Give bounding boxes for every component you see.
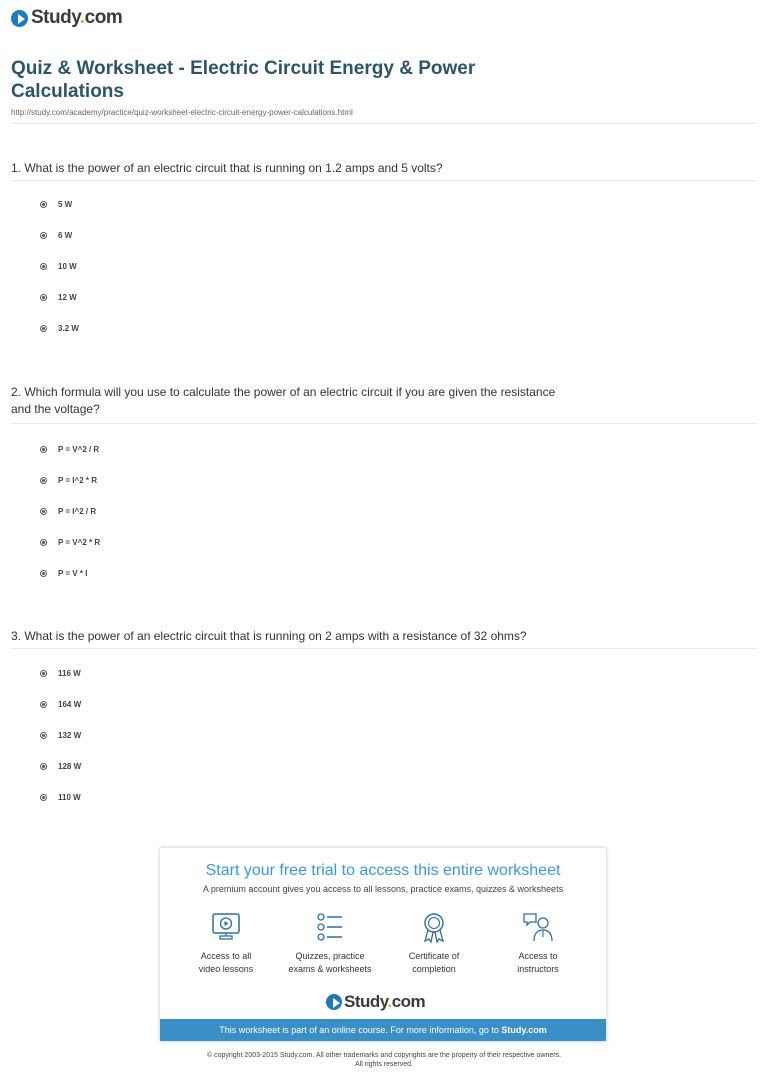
radio-icon[interactable] bbox=[40, 477, 47, 484]
feature-quizzes bbox=[280, 910, 380, 976]
answer-option[interactable]: 10 W bbox=[40, 260, 77, 272]
answer-option[interactable]: P = V^2 / R bbox=[40, 443, 99, 455]
promo-subtitle: A premium account gives you access to all lessons, practice exams, quizzes & worksheets bbox=[202, 884, 564, 894]
answer-option[interactable]: 116 W bbox=[40, 667, 81, 679]
feature-label: Access to instructors bbox=[517, 951, 559, 974]
header-divider bbox=[11, 123, 757, 124]
logo-text: Study.com bbox=[344, 992, 426, 1011]
question-3-text: 3. What is the power of an electric circuit that is running on 2 amps with a resistance of 32 ohms? bbox=[11, 629, 527, 643]
answer-option[interactable]: 3.2 W bbox=[40, 322, 79, 334]
answer-option[interactable]: 12 W bbox=[40, 291, 77, 303]
feature-instructors bbox=[488, 910, 588, 976]
answer-option[interactable]: P = I^2 / R bbox=[40, 505, 96, 517]
promo-title[interactable]: Start your free trial to access this entire worksheet bbox=[205, 862, 561, 879]
radio-icon[interactable] bbox=[40, 294, 47, 301]
answer-option[interactable]: 5 W bbox=[40, 198, 72, 210]
answer-option[interactable]: 110 W bbox=[40, 791, 81, 803]
copyright-notice: © copyright 2003-2015 Study.com. All other trademarks and copyrights are the property of their respective owners. All rights reserved. bbox=[206, 1052, 562, 1068]
feature-video-lessons bbox=[176, 910, 276, 976]
feature-label: Quizzes, practice exams & worksheets bbox=[288, 951, 372, 974]
question-2-text: 2. Which formula will you use to calculate the power of an electric circuit if you are given the resistance and the voltage? bbox=[11, 385, 556, 416]
instructor-icon bbox=[521, 910, 555, 944]
radio-icon[interactable] bbox=[40, 508, 47, 515]
promo-info-bar: This worksheet is part of an online course. For more information, go to Study.com bbox=[160, 1019, 606, 1041]
play-logo-icon bbox=[11, 10, 28, 27]
radio-icon[interactable] bbox=[40, 446, 47, 453]
study-logo-promo[interactable] bbox=[326, 992, 425, 1012]
page-title: Quiz & Worksheet - Electric Circuit Energy & Power Calculations bbox=[11, 58, 476, 102]
question-divider bbox=[11, 648, 757, 649]
feature-label: Access to all video lessons bbox=[198, 951, 254, 974]
radio-icon[interactable] bbox=[40, 732, 47, 739]
radio-icon[interactable] bbox=[40, 325, 47, 332]
radio-icon[interactable] bbox=[40, 263, 47, 270]
logo-text: Study.com bbox=[31, 7, 123, 28]
radio-icon[interactable] bbox=[40, 539, 47, 546]
radio-icon[interactable] bbox=[40, 794, 47, 801]
video-lesson-icon bbox=[209, 910, 243, 944]
radio-icon[interactable] bbox=[40, 570, 47, 577]
answer-option[interactable]: P = I^2 * R bbox=[40, 474, 97, 486]
page-url[interactable]: http://study.com/academy/practice/quiz-worksheet-electric-circuit-energy-power-calculations.html bbox=[11, 108, 353, 117]
premium-promo-box bbox=[160, 848, 606, 1041]
feature-certificate bbox=[384, 910, 484, 976]
question-divider bbox=[11, 423, 757, 424]
play-logo-icon bbox=[326, 994, 342, 1010]
radio-icon[interactable] bbox=[40, 763, 47, 770]
answer-option[interactable]: 164 W bbox=[40, 698, 81, 710]
answer-option[interactable]: P = V^2 * R bbox=[40, 536, 100, 548]
answer-option[interactable]: P = V * I bbox=[40, 567, 87, 579]
answer-option[interactable]: 132 W bbox=[40, 729, 81, 741]
study-logo[interactable] bbox=[11, 7, 122, 29]
answer-option[interactable]: 6 W bbox=[40, 229, 72, 241]
radio-icon[interactable] bbox=[40, 201, 47, 208]
radio-icon[interactable] bbox=[40, 670, 47, 677]
answer-option[interactable]: 128 W bbox=[40, 760, 81, 772]
question-divider bbox=[11, 180, 757, 181]
question-1-text: 1. What is the power of an electric circuit that is running on 1.2 amps and 5 volts? bbox=[11, 161, 443, 175]
study-com-link[interactable]: Study.com bbox=[501, 1025, 547, 1035]
radio-icon[interactable] bbox=[40, 232, 47, 239]
radio-icon[interactable] bbox=[40, 701, 47, 708]
feature-label: Certificate of completion bbox=[408, 951, 460, 974]
quiz-list-icon bbox=[313, 910, 347, 944]
certificate-icon bbox=[417, 910, 451, 944]
